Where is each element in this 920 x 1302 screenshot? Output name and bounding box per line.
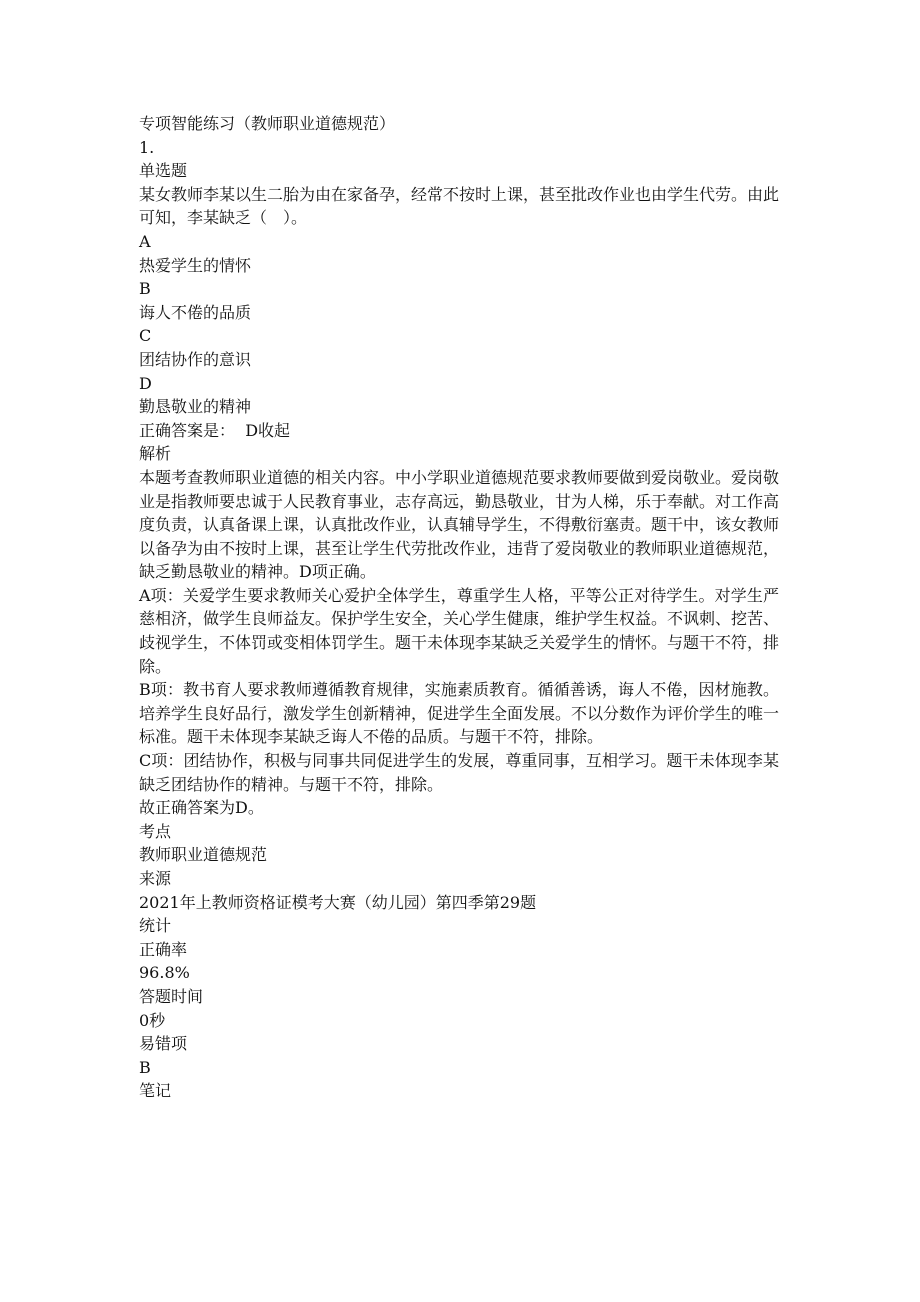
analysis-paragraph-b: B项：教书育人要求教师遵循教育规律，实施素质教育。循循善诱，诲人不倦，因材施教。培养学生良好品行，激发学生创新精神，促进学生全面发展。不以分数作为评价学生的唯一标准。题干未体现李某缺乏诲人不倦的品质。与题干不符，排除。 <box>139 680 780 747</box>
analysis-conclusion: 故正确答案为D。 <box>139 798 264 818</box>
option-b-text[interactable]: 诲人不倦的品质 <box>139 302 252 322</box>
kaodian-label: 考点 <box>139 821 172 841</box>
source-label: 来源 <box>139 869 172 888</box>
option-a-letter[interactable]: A <box>139 231 151 251</box>
option-c-text[interactable]: 团结协作的意识 <box>139 349 252 369</box>
source-value: 2021年上教师资格证模考大赛（幼儿园）第四季第29题 <box>139 892 537 912</box>
analysis-paragraph-main: 本题考查教师职业道德的相关内容。中小学职业道德规范要求教师要做到爱岗敬业。爱岗敬业是指教师要忠诚于人民教育事业，志存高远，勤恳敬业，甘为人梯，乐于奉献。对工作高度负责，认真备课上课，认真批改作业，认真辅导学生，不得敷衍塞责。题干中，该女教师以备孕为由不按时上课，甚至让学生代劳批改作业，违背了爱岗敬业的教师职业道德规范，缺乏勤恳敬业的精神。D项正确。 <box>139 467 780 582</box>
question-stem: 某女教师李某以生二胎为由在家备孕，经常不按时上课，甚至批改作业也由学生代劳。由此可知，李某缺乏（ ）。 <box>139 184 780 228</box>
question-type: 单选题 <box>139 161 188 181</box>
page-title: 专项智能练习（教师职业道德规范） <box>139 114 396 133</box>
answer-value: D <box>245 420 259 440</box>
collapse-link[interactable]: 收起 <box>258 420 291 440</box>
time-label: 答题时间 <box>139 986 204 1006</box>
kaodian-value: 教师职业道德规范 <box>139 845 268 865</box>
accuracy-value: 96.8% <box>139 963 190 983</box>
error-value: B <box>139 1057 151 1077</box>
option-d-letter[interactable]: D <box>139 373 152 393</box>
document-page <box>139 112 779 1103</box>
option-d-text[interactable]: 勤恳敬业的精神 <box>139 397 252 417</box>
analysis-paragraph-a: A项：关爱学生要求教师关心爱护全体学生，尊重学生人格，平等公正对待学生。对学生严慈相济，做学生良师益友。保护学生安全，关心学生健康，维护学生权益。不讽刺、挖苦、歧视学生，不体罚或变相体罚学生。题干未体现李某缺乏关爱学生的情怀。与题干不符，排除。 <box>139 585 780 676</box>
stats-label: 统计 <box>139 916 172 936</box>
analysis-paragraph-c: C项：团结协作，积极与同事共同促进学生的发展，尊重同事，互相学习。题干未体现李某缺乏团结协作的精神。与题干不符，排除。 <box>139 751 779 794</box>
analysis-heading: 解析 <box>139 444 172 464</box>
time-value: 0秒 <box>139 1010 166 1030</box>
notes-label[interactable]: 笔记 <box>139 1081 172 1101</box>
answer-label: 正确答案是： <box>139 420 236 440</box>
option-a-text[interactable]: 热爱学生的情怀 <box>139 255 252 275</box>
option-c-letter[interactable]: C <box>139 326 152 346</box>
answer-row <box>139 419 779 443</box>
question-number: 1. <box>139 137 155 157</box>
error-label: 易错项 <box>139 1034 188 1054</box>
accuracy-label: 正确率 <box>139 939 188 959</box>
option-b-letter[interactable]: B <box>139 279 151 299</box>
